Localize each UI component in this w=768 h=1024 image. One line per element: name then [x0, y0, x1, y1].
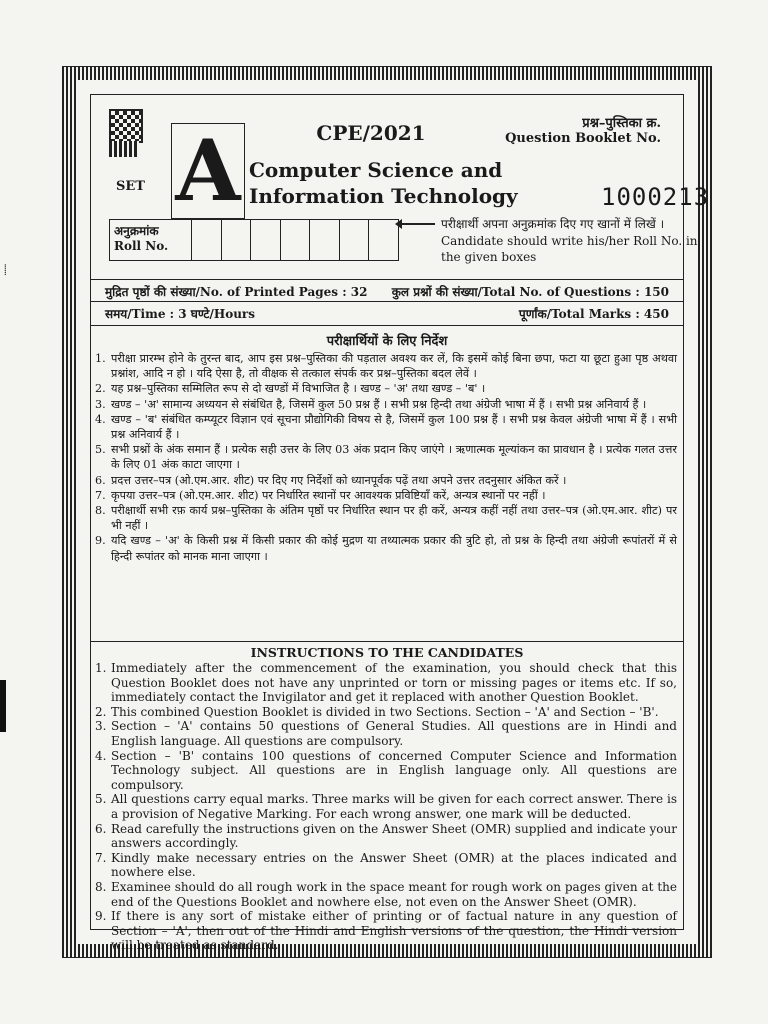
instruction-text: परीक्षार्थी सभी रफ़ कार्य प्रश्न–पुस्तिका के अंतिम पृष्ठों पर निर्धारित स्थान पर ही करें, अन्यत्र कहीं नहीं तथा उत्तर–पत्र (ओ.एम.आर. शीट) पर भी नहीं ।: [111, 504, 677, 533]
roll-digit-box[interactable]: [310, 220, 340, 260]
instruction-text: This combined Question Booklet is divided in two Sections. Section – 'A' and Section – 'B'.: [111, 704, 659, 719]
instruction-text: खण्ड – 'ब' संबंधित कम्प्यूटर विज्ञान एवं सूचना प्रौद्योगिकी विषय से है, जिसमें कुल 100 प्रश्न हैं । सभी प्रश्न केवल अंग्रेजी भाषा में हैं । सभी प्रश्न अनिवार्य हैं ।: [111, 412, 677, 442]
instruction-number: 9.: [95, 909, 107, 924]
roll-digit-box[interactable]: [251, 220, 281, 260]
total-questions: कुल प्रश्नों की संख्या/Total No. of Questions : 150: [391, 285, 669, 299]
barcode-icon: [109, 141, 139, 157]
divider: [91, 301, 683, 302]
instruction-item: [95, 792, 677, 821]
instruction-text: परीक्षा प्रारम्भ होने के तुरन्त बाद, आप इस प्रश्न–पुस्तिका की पड़ताल अवश्य कर लें, कि इसमें कोई बिना छपा, फटा या छूटा हुआ पृष्ठ अथवा प्रश्नांश, आदि न हो । यदि ऐसा है, तो वीक्षक से तत्काल संपर्क कर प्रश्न–पुस्तिका बदल लेवें ।: [111, 352, 677, 381]
instruction-number: 5.: [95, 792, 107, 807]
qr-code-icon: [109, 109, 143, 143]
arrow-left-icon: [401, 223, 435, 225]
instruction-item: [95, 397, 677, 412]
total-marks: पूर्णांक/Total Marks : 450: [518, 307, 669, 321]
instruction-item: [95, 381, 677, 396]
instruction-item: [95, 533, 677, 563]
divider: [91, 641, 683, 642]
roll-digit-box[interactable]: [192, 220, 222, 260]
instruction-number: 3.: [95, 397, 106, 411]
instruction-text: Immediately after the commencement of the examination, you should check that this Question Booklet does not have any unprinted or torn or missing pages or items etc. If so, immediately contact the Invigilator and get it replaced with another Question Booklet.: [111, 661, 677, 705]
instruction-item: [95, 412, 677, 442]
instruction-text: Section – 'B' contains 100 questions of concerned Computer Science and Information Technology subject. All questions are in English language only. All questions are compulsory.: [111, 748, 677, 792]
instruction-number: 2.: [95, 382, 106, 396]
instruction-text: All questions carry equal marks. Three marks will be given for each correct answer. There is a provision of Negative Marking. For each wrong answer, one mark will be deducted.: [111, 792, 677, 821]
hindi-instructions-list: [95, 351, 677, 564]
roll-digit-box[interactable]: [281, 220, 311, 260]
divider: [91, 325, 683, 326]
instruction-number: 8.: [95, 504, 106, 518]
instruction-number: 7.: [95, 488, 106, 502]
booklet-label-hindi: प्रश्न–पुस्तिका क्र.: [582, 116, 661, 131]
time-allowed: समय/Time : 3 घण्टे/Hours: [105, 307, 255, 321]
instruction-number: 4.: [95, 412, 106, 426]
english-instructions-title: INSTRUCTIONS TO THE CANDIDATES: [250, 645, 524, 660]
subject-line-2: Information Technology: [249, 184, 518, 208]
instruction-item: [95, 909, 677, 953]
instruction-text: Examinee should do all rough work in the space meant for rough work on pages given at the end of the Questions Booklet and nowhere else, not even on the Answer Sheet (OMR).: [111, 879, 677, 909]
instruction-text: प्रदत्त उत्तर–पत्र (ओ.एम.आर. शीट) पर दिए गए निर्देशों को ध्यानपूर्वक पढ़ें तथा अपने उत्तर तदनुसार अंकित करें ।: [111, 473, 567, 487]
english-instructions-list: [95, 661, 677, 953]
roll-label: [110, 220, 192, 260]
set-letter: A: [171, 123, 245, 219]
booklet-label-english: Question Booklet No.: [505, 131, 661, 146]
instruction-number: 1.: [95, 661, 107, 675]
printed-pages: मुद्रित पृष्ठों की संख्या/No. of Printed Pages : 32: [105, 285, 368, 299]
instruction-number: 1.: [95, 352, 106, 365]
info-row-2: [105, 305, 669, 322]
set-label: SET: [116, 179, 145, 194]
instruction-text: If there is any sort of mistake either of printing or of factual nature in any question of Section – 'A', then out of the Hindi and English versions of the question, the Hindi version will be treated as standard.: [111, 909, 677, 953]
exam-code: CPE/2021: [316, 121, 426, 145]
roll-label-hindi: अनुक्रमांक: [114, 224, 159, 238]
instruction-item: [95, 488, 677, 503]
instruction-item: [95, 661, 677, 705]
info-row-1: [105, 283, 669, 300]
roll-digit-box[interactable]: [222, 220, 252, 260]
instruction-number: 9.: [95, 534, 106, 548]
instruction-item: [95, 719, 677, 748]
instruction-item: [95, 473, 677, 488]
instruction-number: 6.: [95, 473, 106, 487]
hindi-instructions-title: परीक्षार्थियों के लिए निर्देश: [326, 334, 448, 349]
roll-digit-box[interactable]: [340, 220, 370, 260]
instruction-item: [95, 822, 677, 851]
roll-note-hindi: परीक्षार्थी अपना अनुक्रमांक दिए गए खानों में लिखें ।: [441, 217, 665, 231]
hatched-border: [62, 66, 712, 958]
instruction-item: [95, 851, 677, 880]
booklet-number: 1000213: [601, 183, 710, 211]
instruction-text: कृपया उत्तर–पत्र (ओ.एम.आर. शीट) पर निर्धारित स्थानों पर आवश्यक प्रविष्टियाँ करें, अन्यत्र स्थानों पर नहीं ।: [111, 488, 546, 502]
subject-title: [249, 157, 518, 209]
instruction-item: [95, 880, 677, 909]
instruction-number: 8.: [95, 879, 107, 894]
instruction-item: [95, 705, 677, 720]
roll-digit-box[interactable]: [369, 220, 398, 260]
divider: [91, 279, 683, 280]
instruction-text: खण्ड – 'अ' सामान्य अध्ययन से संबंधित है, जिसमें कुल 50 प्रश्न हैं । सभी प्रश्न हिन्दी तथा अंग्रेजी भाषा में हैं । सभी प्रश्न अनिवार्य हैं ।: [111, 397, 647, 411]
instruction-text: यदि खण्ड – 'अ' के किसी प्रश्न में किसी प्रकार की कोई मुद्रण या तथ्यात्मक प्रकार की त्रुटि हो, तो प्रश्न के हिन्दी तथा अंग्रेजी रूपांतरों में से हिन्दी रूपांतर को मानक माना जाएगा ।: [111, 534, 677, 563]
instruction-number: 2.: [95, 704, 107, 719]
instruction-item: [95, 442, 677, 472]
instruction-text: Kindly make necessary entries on the Answer Sheet (OMR) at the places indicated and nowhere else.: [111, 850, 677, 880]
instruction-text: यह प्रश्न–पुस्तिका सम्मिलित रूप से दो खण्डों में विभाजित है । खण्ड – 'अ' तथा खण्ड – 'ब' ।: [111, 382, 486, 396]
subject-line-1: Computer Science and: [249, 158, 503, 182]
margin-mark: ⸽: [4, 265, 7, 276]
page-content: [90, 94, 710, 953]
roll-label-english: Roll No.: [114, 239, 169, 253]
instruction-number: 5.: [95, 443, 106, 457]
instruction-number: 4.: [95, 748, 107, 763]
instruction-number: 7.: [95, 850, 107, 865]
instruction-text: Read carefully the instructions given on the Answer Sheet (OMR) supplied and indicate your answers accordingly.: [111, 821, 677, 851]
instruction-number: 6.: [95, 821, 107, 836]
instruction-number: 3.: [95, 719, 107, 734]
instruction-item: [95, 503, 677, 533]
instruction-text: सभी प्रश्नों के अंक समान हैं । प्रत्येक सही उत्तर के लिए 03 अंक प्रदान किए जाएंगे । ऋणात्मक मूल्यांकन का प्रावधान है । प्रत्येक गलत उत्तर के लिए 01 अंक काटा जाएगा ।: [111, 443, 677, 472]
instruction-item: [95, 351, 677, 381]
scan-edge-mark: [0, 680, 6, 732]
instruction-text: Section – 'A' contains 50 questions of General Studies. All questions are in Hindi and English language. All questions are compulsory.: [111, 719, 677, 748]
roll-number-boxes: [109, 219, 399, 261]
instruction-item: [95, 749, 677, 793]
roll-note-english: Candidate should write his/her Roll No. in the given boxes: [441, 234, 698, 264]
